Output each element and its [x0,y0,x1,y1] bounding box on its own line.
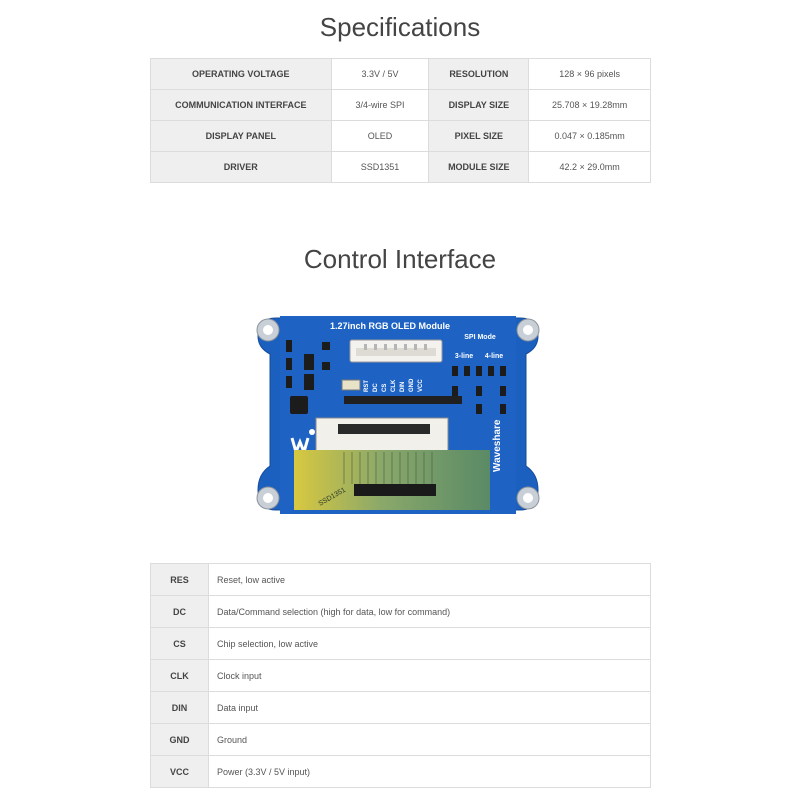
table-row [151,564,651,596]
spec-label: DISPLAY PANEL [151,121,332,152]
specifications-table [150,58,651,183]
pin-table [150,563,651,788]
board-chip-label: SSD1351 [317,486,347,508]
spec-label: DRIVER [151,152,332,183]
spec-value: 0.047 × 0.185mm [529,121,651,152]
spec-value: 128 × 96 pixels [529,59,651,90]
board-pin-label: CS [382,383,388,392]
spec-label: PIXEL SIZE [429,121,529,152]
specifications-heading: Specifications [319,12,481,42]
spec-value: SSD1351 [331,152,429,183]
table-row [151,628,651,660]
spec-label: OPERATING VOLTAGE [151,59,332,90]
pin-name: DC [151,596,209,628]
pin-name: RES [151,564,209,596]
spec-row [151,121,651,152]
board-title: 1.27inch RGB OLED Module [329,321,451,331]
board-pin-label: GND [409,378,415,392]
board-pin-label: DC [373,383,379,392]
pin-description: Chip selection, low active [209,628,651,660]
spec-label: MODULE SIZE [429,152,529,183]
board-pin-label: CLK [391,379,397,392]
pin-name: CLK [151,660,209,692]
spec-value: 25.708 × 19.28mm [529,90,651,121]
pin-name: GND [151,724,209,756]
pin-description: Data/Command selection (high for data, low for command) [209,596,651,628]
spec-row [151,90,651,121]
table-row [151,756,651,788]
pin-description: Data input [209,692,651,724]
spec-label: RESOLUTION [429,59,529,90]
pin-name: DIN [151,692,209,724]
board-pin-label: RST [364,380,370,392]
spec-value: 3.3V / 5V [331,59,429,90]
oled-module-photo [254,314,542,516]
spec-value: 42.2 × 29.0mm [529,152,651,183]
pin-name: VCC [151,756,209,788]
table-row [151,724,651,756]
pin-name: CS [151,628,209,660]
spec-label: DISPLAY SIZE [429,90,529,121]
table-row [151,660,651,692]
spec-label: COMMUNICATION INTERFACE [151,90,332,121]
control-interface-heading: Control Interface [303,244,497,274]
pin-description: Reset, low active [209,564,651,596]
pin-description: Ground [209,724,651,756]
board-three-line-label: 3-line [454,353,474,360]
board-pin-label: DIN [400,381,406,392]
board-pin-label: VCC [418,379,424,392]
board-brand: Waveshare [492,419,503,472]
spec-value: OLED [331,121,429,152]
spec-value: 3/4-wire SPI [331,90,429,121]
board-four-line-label: 4-line [484,353,504,360]
board-spi-mode-label: SPI Mode [464,334,496,341]
pin-description: Clock input [209,660,651,692]
spec-row [151,152,651,183]
spec-row [151,59,651,90]
table-row [151,692,651,724]
pin-description: Power (3.3V / 5V input) [209,756,651,788]
table-row [151,596,651,628]
